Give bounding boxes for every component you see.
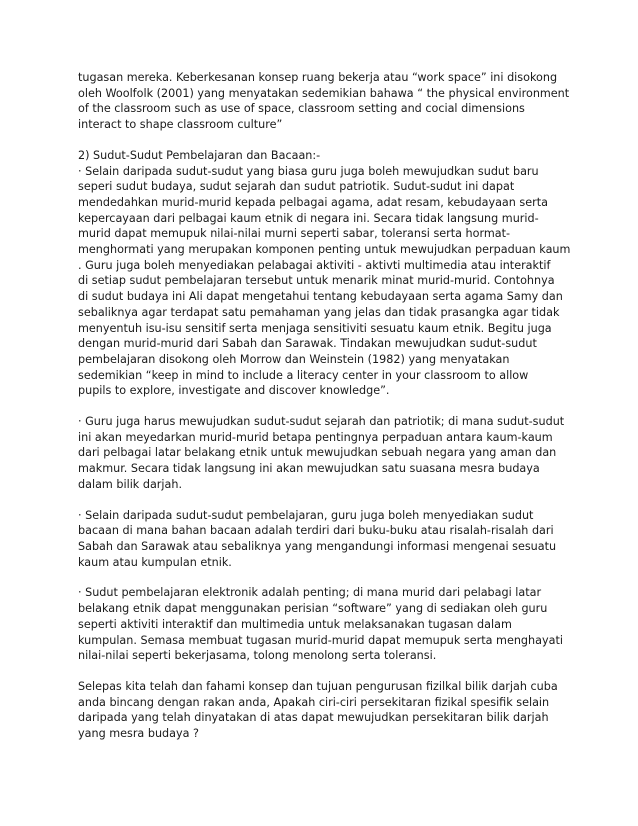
text-line: anda bincang dengan rakan anda, Apakah ciri-ciri persekitaran fizikal spesifik selain [78, 695, 550, 709]
text-line: sedemikian “keep in mind to include a literacy center in your classroom to allow [78, 368, 529, 382]
paragraph-bullet-bacaan [78, 508, 568, 571]
text-line: dengan murid-murid dari Sabah dan Sarawak. Tindakan mewujudkan sudut-sudut [78, 337, 537, 351]
text-line: ini akan meyedarkan murid-murid betapa pentingnya perpaduan antara kaum-kaum [78, 430, 553, 444]
text-line: kaum atau kumpulan etnik. [78, 555, 232, 569]
text-line: di setiap sudut pembelajaran tersebut untuk menarik minat murid-murid. Contohnya [78, 274, 555, 288]
text-line: dalam bilik darjah. [78, 477, 183, 491]
text-line: · Sudut pembelajaran elektronik adalah penting; di mana murid dari pelabagi latar [78, 586, 542, 600]
paragraph-section-2 [78, 148, 571, 399]
text-line: · Selain daripada sudut-sudut yang biasa guru juga boleh mewujudkan sudut baru [78, 164, 539, 178]
paragraph-bullet-elektronik [78, 585, 568, 664]
text-line: bacaan di mana bahan bacaan adalah terdiri dari buku-buku atau risalah-risalah dari [78, 524, 554, 538]
paragraph-intro [78, 70, 568, 133]
paragraph-closing [78, 679, 568, 742]
text-line: makmur. Secara tidak langsung ini akan mewujudkan satu suasana mesra budaya [78, 462, 540, 476]
text-line: nilai-nilai seperti bekerjasama, tolong menolong serta toleransi. [78, 649, 437, 663]
text-line: · Selain daripada sudut-sudut pembelajaran, guru juga boleh menyediakan sudut [78, 508, 534, 522]
text-line: belakang etnik dapat menggunakan perisian “software” yang di sediakan oleh guru [78, 602, 548, 616]
text-line: mendedahkan murid-murid kepada pelbagai agama, adat resam, kebudayaan serta [78, 195, 548, 209]
text-line: sebaliknya agar terdapat satu pemahaman yang jelas dan tidak prasangka agar tidak [78, 305, 560, 319]
text-line: · Guru juga harus mewujudkan sudut-sudut sejarah dan patriotik; di mana sudut-sudut [78, 415, 565, 429]
text-line: menyentuh isu-isu sensitif serta menjaga sensitiviti sesuatu kaum etnik. Begitu juga [78, 321, 552, 335]
text-line: interact to shape classroom culture” [78, 118, 283, 132]
text-line: pupils to explore, investigate and discover knowledge”. [78, 384, 390, 398]
text-line: pembelajaran disokong oleh Morrow dan Weinstein (1982) yang menyatakan [78, 352, 510, 366]
section-heading: 2) Sudut-Sudut Pembelajaran dan Bacaan:- [78, 148, 321, 162]
text-line: of the classroom such as use of space, classroom setting and cocial dimensions [78, 102, 525, 116]
text-line: daripada yang telah dinyatakan di atas dapat mewujudkan persekitaran bilik darjah [78, 711, 549, 725]
text-line: seperi sudut budaya, sudut sejarah dan sudut patriotik. Sudut-sudut ini dapat [78, 180, 515, 194]
paragraph-bullet-sejarah [78, 414, 568, 493]
text-line: Sabah dan Sarawak atau sebaliknya yang mengandungi informasi mengenai sesuatu [78, 539, 557, 553]
text-line: seperti aktiviti interaktif dan multimedia untuk melaksanakan tugasan dalam [78, 617, 512, 631]
text-line: dari pelbagai latar belakang etnik untuk mewujudkan sebuah negara yang aman dan [78, 446, 557, 460]
text-line: kumpulan. Semasa membuat tugasan murid-murid dapat memupuk serta menghayati [78, 633, 563, 647]
text-line: menghormati yang merupakan komponen penting untuk mewujudkan perpaduan kaum [78, 243, 571, 257]
text-line: yang mesra budaya ? [78, 727, 199, 741]
text-line: oleh Woolfolk (2001) yang menyatakan sedemikian bahawa “ the physical environment [78, 86, 570, 100]
text-line: tugasan mereka. Keberkesanan konsep ruang bekerja atau “work space” ini disokong [78, 71, 558, 84]
text-line: kepercayaan dari pelbagai kaum etnik di negara ini. Secara tidak langsung murid- [78, 211, 539, 225]
text-line: di sudut budaya ini Ali dapat mengetahui tentang kebudayaan serta agama Samy dan [78, 290, 563, 304]
text-line: murid dapat memupuk nilai-nilai murni seperti sabar, toleransi serta hormat- [78, 227, 511, 241]
text-line: Selepas kita telah dan fahami konsep dan tujuan pengurusan fizilkal bilik darjah cuba [78, 679, 558, 693]
text-line: . Guru juga boleh menyediakan pelabagai aktiviti - aktivti multimedia atau interaktif [78, 258, 551, 272]
